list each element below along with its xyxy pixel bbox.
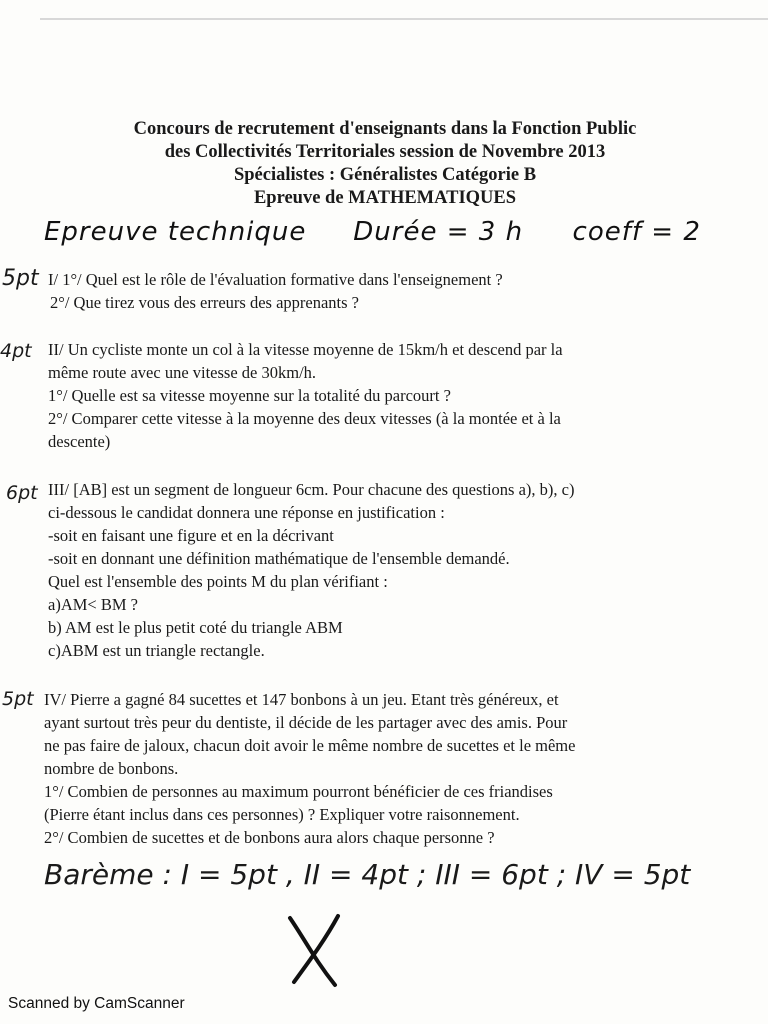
q3-line-8: c)ABM est un triangle rectangle.: [48, 641, 265, 660]
handwritten-bareme: Barème : I = 5pt , II = 4pt ; III = 6pt ; IV = 5pt: [44, 858, 691, 891]
question-4: [44, 688, 744, 849]
q2-line-2: même route avec une vitesse de 30km/h.: [48, 363, 317, 382]
hw-coeff: coeff = 2: [572, 217, 701, 247]
margin-note-q2: 4pt: [0, 340, 32, 362]
question-3: [48, 478, 748, 662]
q1-line-2: 2°/ Que tirez vous des erreurs des apprenants ?: [50, 293, 359, 312]
q3-line-2: ci-dessous le candidat donnera une réponse en justification :: [48, 503, 445, 522]
q3-line-6: a)AM< BM ?: [48, 595, 138, 614]
q4-line-7: 2°/ Combien de sucettes et de bonbons aura alors chaque personne ?: [44, 828, 495, 847]
header-line-1: Concours de recrutement d'enseignants dans la Fonction Public: [133, 119, 637, 139]
exam-header: [40, 118, 730, 210]
q3-line-4: -soit en donnant une définition mathématique de l'ensemble demandé.: [48, 549, 510, 568]
q4-line-4: nombre de bonbons.: [44, 759, 179, 778]
hw-epreuve: Epreuve technique: [44, 217, 307, 247]
q2-line-5: descente): [48, 432, 111, 451]
handwritten-cross-mark: [280, 910, 350, 990]
q4-line-6: (Pierre étant inclus dans ces personnes) ? Expliquer votre raisonnement.: [44, 805, 520, 824]
q2-line-1: II/ Un cycliste monte un col à la vitesse moyenne de 15km/h et descend par la: [48, 340, 563, 359]
header-line-4: Epreuve de MATHEMATIQUES: [253, 188, 517, 208]
q3-line-1: III/ [AB] est un segment de longueur 6cm. Pour chacune des questions a), b), c): [48, 480, 575, 499]
margin-note-q3: 6pt: [6, 482, 38, 504]
q4-line-5: 1°/ Combien de personnes au maximum pourront bénéficier de ces friandises: [44, 782, 553, 801]
header-line-2: des Collectivités Territoriales session de Novembre 2013: [164, 142, 606, 162]
q4-line-1: IV/ Pierre a gagné 84 sucettes et 147 bonbons à un jeu. Etant très généreux, et: [44, 690, 559, 709]
q2-line-4: 2°/ Comparer cette vitesse à la moyenne des deux vitesses (à la montée et à la: [48, 409, 561, 428]
scan-edge-line: [40, 18, 768, 20]
q4-line-2: ayant surtout très peur du dentiste, il décide de les partager avec des amis. Pour: [44, 713, 568, 732]
question-2: [48, 338, 748, 453]
q4-line-3: ne pas faire de jaloux, chacun doit avoir le même nombre de sucettes et le même: [44, 736, 576, 755]
question-1: [48, 268, 748, 314]
margin-note-q4: 5pt: [2, 688, 34, 710]
q2-line-3: 1°/ Quelle est sa vitesse moyenne sur la totalité du parcourt ?: [48, 386, 451, 405]
q3-line-3: -soit en faisant une figure et en la décrivant: [48, 526, 334, 545]
scanner-watermark: Scanned by CamScanner: [8, 995, 185, 1012]
q3-line-5: Quel est l'ensemble des points M du plan vérifiant :: [48, 572, 388, 591]
q3-line-7: b) AM est le plus petit coté du triangle ABM: [48, 618, 343, 637]
margin-note-q1: 5pt: [2, 266, 39, 291]
header-line-3: Spécialistes : Généralistes Catégorie B: [233, 165, 537, 185]
handwritten-subtitle: [44, 217, 701, 247]
q1-line-1: I/ 1°/ Quel est le rôle de l'évaluation formative dans l'enseignement ?: [48, 270, 503, 289]
hw-duree: Durée = 3 h: [353, 217, 524, 247]
